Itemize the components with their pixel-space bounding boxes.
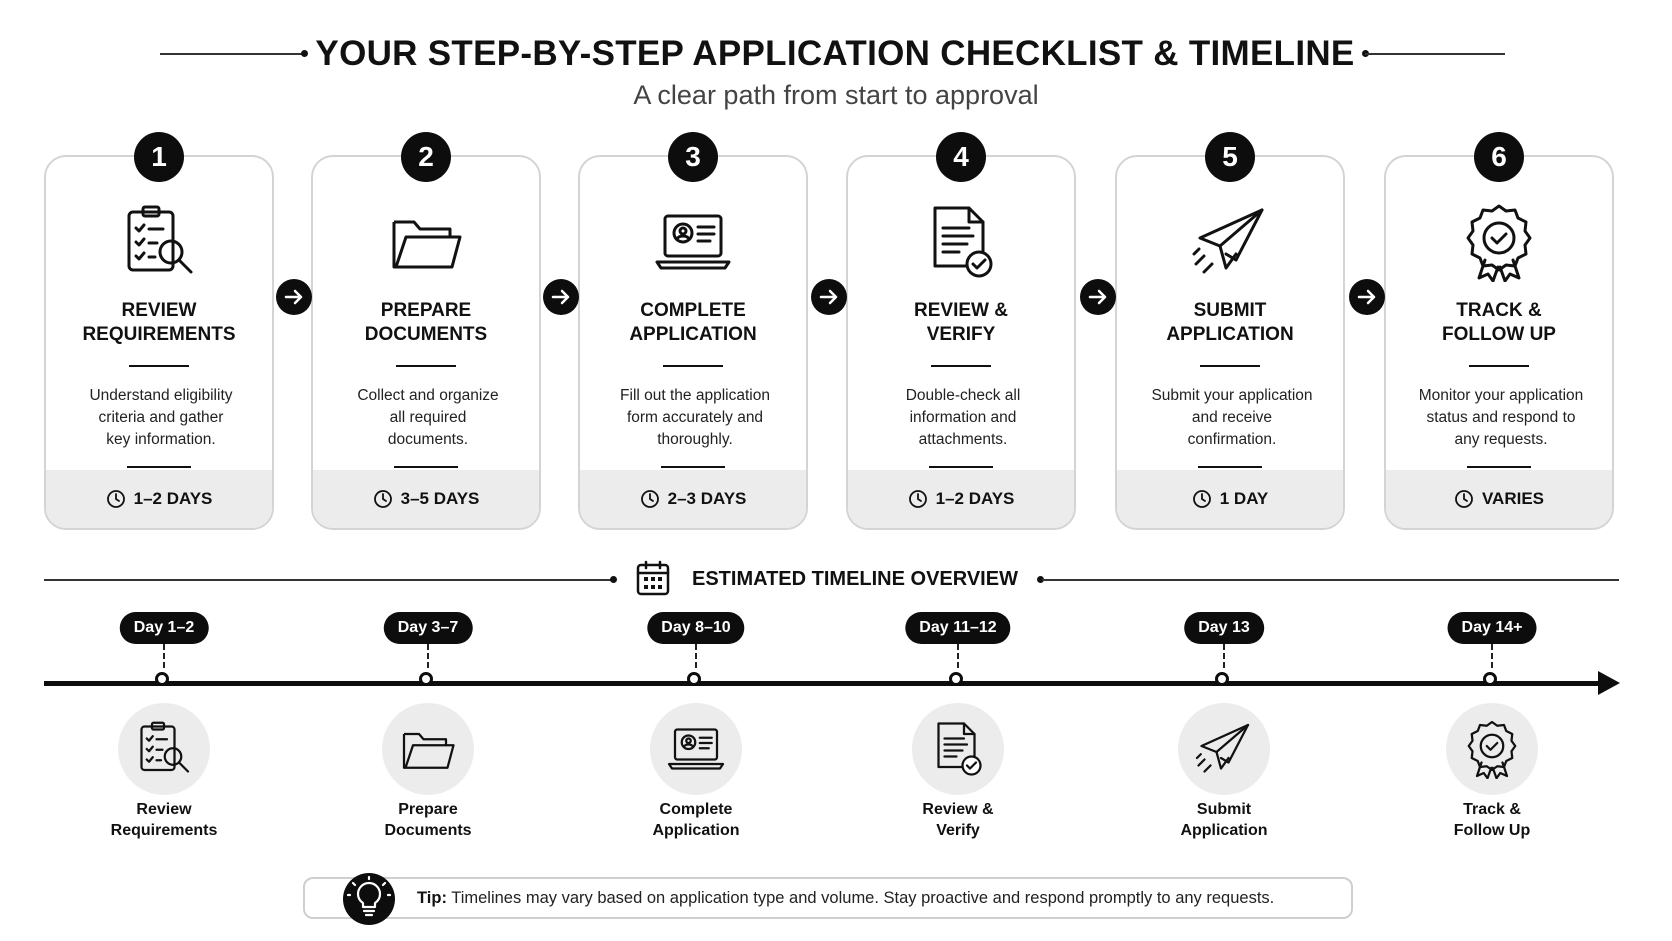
milestone-label: Submit Application [1180,801,1268,839]
dashed-connector [163,644,165,668]
step-card-prepare-documents [311,141,541,530]
clock-icon [373,489,393,509]
duration-footer [848,470,1074,528]
step-number-badge: 5 [1205,132,1255,182]
step-number-badge: 1 [134,132,184,182]
step-number-badge: 6 [1474,132,1524,182]
paper-plane-icon [1194,719,1254,779]
duration-label: 1–2 DAYS [133,489,213,508]
dashed-connector [695,644,697,668]
step-description: Understand eligibility criteria and gather key information. [89,387,233,448]
milestone-label: Review Requirements [110,801,218,839]
lightbulb-icon [343,873,395,925]
divider [663,365,723,367]
duration-footer [46,470,272,528]
step-title: COMPLETE APPLICATION [629,300,757,345]
clock-icon [1192,489,1212,509]
step-title: TRACK & FOLLOW UP [1442,300,1556,345]
document-check-icon [921,202,1001,282]
milestone-icon-circle [912,703,1004,795]
tip-text: Tip: Timelines may vary based on application type and volume. Stay proactive and respond promptly to any requests. [417,889,1275,907]
step-number-badge: 4 [936,132,986,182]
overview-rule-left [44,579,614,581]
step-title: REVIEW REQUIREMENTS [82,300,236,345]
day-pill: Day 13 [1184,612,1264,644]
timeline-node [155,672,169,686]
duration-label: 1–2 DAYS [935,489,1015,508]
dashed-connector [1491,644,1493,668]
milestone-icon-circle [1446,703,1538,795]
day-pill: Day 11–12 [905,612,1010,644]
title-dot-left [301,50,308,57]
title-rule-right [1365,53,1505,55]
duration-label: 2–3 DAYS [667,489,747,508]
milestone-label: Complete Application [652,801,740,839]
step-card-complete-application [578,141,808,530]
clipboard-search-icon [119,202,199,282]
arrow-right-icon [543,279,579,315]
milestone-icon-circle [118,703,210,795]
calendar-icon [636,560,670,596]
step-number-badge: 2 [401,132,451,182]
day-pill: Day 14+ [1448,612,1537,644]
duration-footer [580,470,806,528]
folder-icon [386,202,466,282]
milestone-label: Track & Follow Up [1453,801,1531,839]
divider [396,365,456,367]
milestone-label: Prepare Documents [384,801,472,839]
arrow-right-icon [276,279,312,315]
duration-footer [313,470,539,528]
dashed-connector [427,644,429,668]
divider [129,365,189,367]
clock-icon [106,489,126,509]
clock-icon [640,489,660,509]
step-card-submit-application [1115,141,1345,530]
overview-rule-right [1042,579,1619,581]
arrow-right-icon [811,279,847,315]
step-description: Double-check all information and attachments. [905,387,1021,448]
folder-icon [398,719,458,779]
milestone-icon-circle [650,703,742,795]
header [0,30,1672,78]
step-description: Submit your application and receive confirmation. [1151,387,1313,448]
divider [1469,365,1529,367]
duration-label: VARIES [1481,489,1545,508]
step-number-badge: 3 [668,132,718,182]
title-rule-left [160,53,305,55]
clock-icon [908,489,928,509]
award-badge-icon [1459,202,1539,282]
award-badge-icon [1462,719,1522,779]
overview-dot-left [610,576,617,583]
step-title: SUBMIT APPLICATION [1166,300,1294,345]
document-check-icon [928,719,988,779]
timeline-node [1215,672,1229,686]
timeline-node [419,672,433,686]
page-subtitle: A clear path from start to approval [633,80,1039,110]
duration-footer [1117,470,1343,528]
laptop-profile-icon [653,202,733,282]
step-card-review-requirements [44,141,274,530]
step-card-track-follow-up [1384,141,1614,530]
tip-banner [303,877,1353,919]
day-pill: Day 1–2 [120,612,209,644]
arrow-right-icon [1080,279,1116,315]
paper-plane-icon [1190,202,1270,282]
step-description: Collect and organize all required documents. [357,387,499,448]
divider [1200,365,1260,367]
step-card-review-verify [846,141,1076,530]
step-description: Monitor your application status and respond to any requests. [1418,387,1584,448]
overview-title: ESTIMATED TIMELINE OVERVIEW [692,568,1018,590]
duration-label: 1 DAY [1219,489,1269,508]
dashed-connector [957,644,959,668]
overview-header [636,560,1036,600]
step-title: PREPARE DOCUMENTS [364,300,488,345]
timeline-node [1483,672,1497,686]
timeline-node [687,672,701,686]
milestone-icon-circle [1178,703,1270,795]
duration-label: 3–5 DAYS [400,489,480,508]
day-pill: Day 8–10 [647,612,744,644]
laptop-profile-icon [666,719,726,779]
dashed-connector [1223,644,1225,668]
step-title: REVIEW & VERIFY [914,300,1008,345]
milestone-icon-circle [382,703,474,795]
arrow-right-icon [1349,279,1385,315]
timeline-node [949,672,963,686]
duration-footer [1386,470,1612,528]
timeline-arrowhead [1598,671,1620,695]
step-description: Fill out the application form accurately and thoroughly. [620,387,770,448]
clipboard-search-icon [134,719,194,779]
page-title: YOUR STEP-BY-STEP APPLICATION CHECKLIST & TIMELINE [315,34,1355,73]
milestone-label: Review & Verify [922,801,994,839]
clock-icon [1454,489,1474,509]
timeline-axis [44,681,1604,686]
divider [931,365,991,367]
day-pill: Day 3–7 [384,612,473,644]
